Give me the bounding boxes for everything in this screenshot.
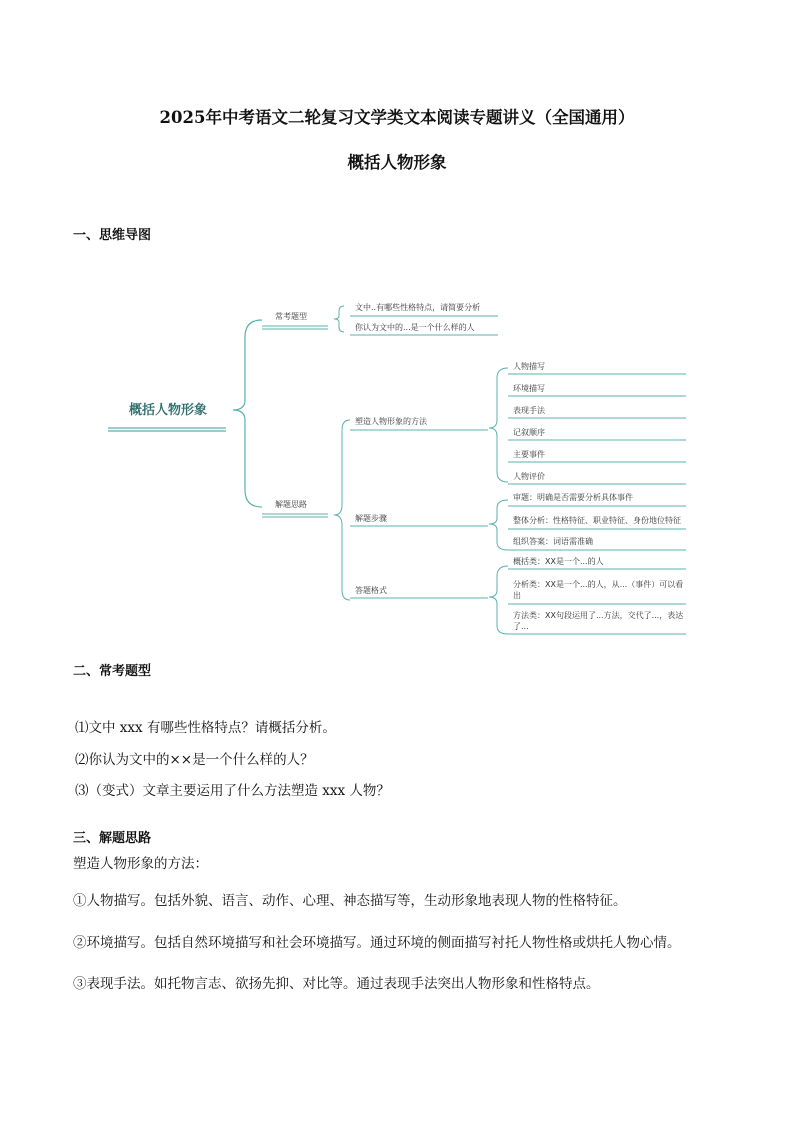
format-item-cont: 出 <box>513 591 521 600</box>
format-item-cont: 了... <box>513 622 529 631</box>
step-item: 审题：明确是否需要分析具体事件 <box>513 493 633 502</box>
method-item: 人物评价 <box>513 472 545 481</box>
format-label: 答题格式 <box>355 586 387 595</box>
section-heading-approach: 三、解题思路 <box>73 831 152 846</box>
method-item: 主要事件 <box>513 450 545 459</box>
approach-item: ①人物描写。包括外貌、语言、动作、心理、神态描写等，生动形象地表现人物的性格特征。 <box>73 893 627 909</box>
method-item: 表现手法 <box>513 406 545 415</box>
method-item: 人物描写 <box>513 362 545 371</box>
approach-brace <box>334 420 350 600</box>
format-item: 方法类：XX句段运用了...方法，交代了...，表达 <box>513 611 684 620</box>
root-brace <box>233 320 262 507</box>
format-brace <box>489 566 508 634</box>
question-item: ⑵你认为文中的××是一个什么样的人？ <box>75 752 314 768</box>
format-item: 概括类：XX是一个...的人 <box>513 557 604 566</box>
mind-map-root: 概括人物形象 <box>128 403 208 418</box>
mind-map <box>0 290 794 650</box>
document-subtitle: 概括人物形象 <box>347 153 447 172</box>
section-heading-mind-map: 一、思维导图 <box>73 228 152 243</box>
method-item: 记叙顺序 <box>513 428 545 437</box>
step-item: 组织答案：词语需准确 <box>513 537 593 546</box>
question-item: ⑴文中 xxx 有哪些性格特点？请概括分析。 <box>75 720 336 736</box>
common-brace <box>334 306 344 332</box>
steps-brace <box>489 500 508 550</box>
methods-brace <box>489 368 508 482</box>
common-item: 文中..有哪些性格特点，请简要分析 <box>355 303 481 312</box>
approach-item: ③表现手法。如托物言志、欲扬先抑、对比等。通过表现手法突出人物形象和性格特点。 <box>73 976 600 992</box>
question-item: ⑶（变式）文章主要运用了什么方法塑造 xxx 人物？ <box>75 783 390 799</box>
approach-item: ②环境描写。包括自然环境描写和社会环境描写。通过环境的侧面描写衬托人物性格或烘托人物心情。 <box>73 935 681 951</box>
section-heading-common-types: 二、常考题型 <box>73 664 152 679</box>
method-item: 环境描写 <box>513 384 545 393</box>
format-item: 分析类：XX是一个...的人，从...（事件）可以看 <box>513 580 684 589</box>
step-item: 整体分析：性格特征、职业特征、身份地位特征 <box>513 516 681 525</box>
mind-map-branch-common: 常考题型 <box>275 312 307 321</box>
document-title: 2025年中考语文二轮复习文学类文本阅读专题讲义（全国通用） <box>159 108 635 127</box>
mind-map-branch-approach: 解题思路 <box>275 500 307 509</box>
approach-intro: 塑造人物形象的方法： <box>73 856 208 872</box>
steps-label: 解题步骤 <box>355 514 387 523</box>
common-item: 你认为文中的...是一个什么样的人 <box>355 323 475 332</box>
methods-label: 塑造人物形象的方法 <box>355 417 427 426</box>
